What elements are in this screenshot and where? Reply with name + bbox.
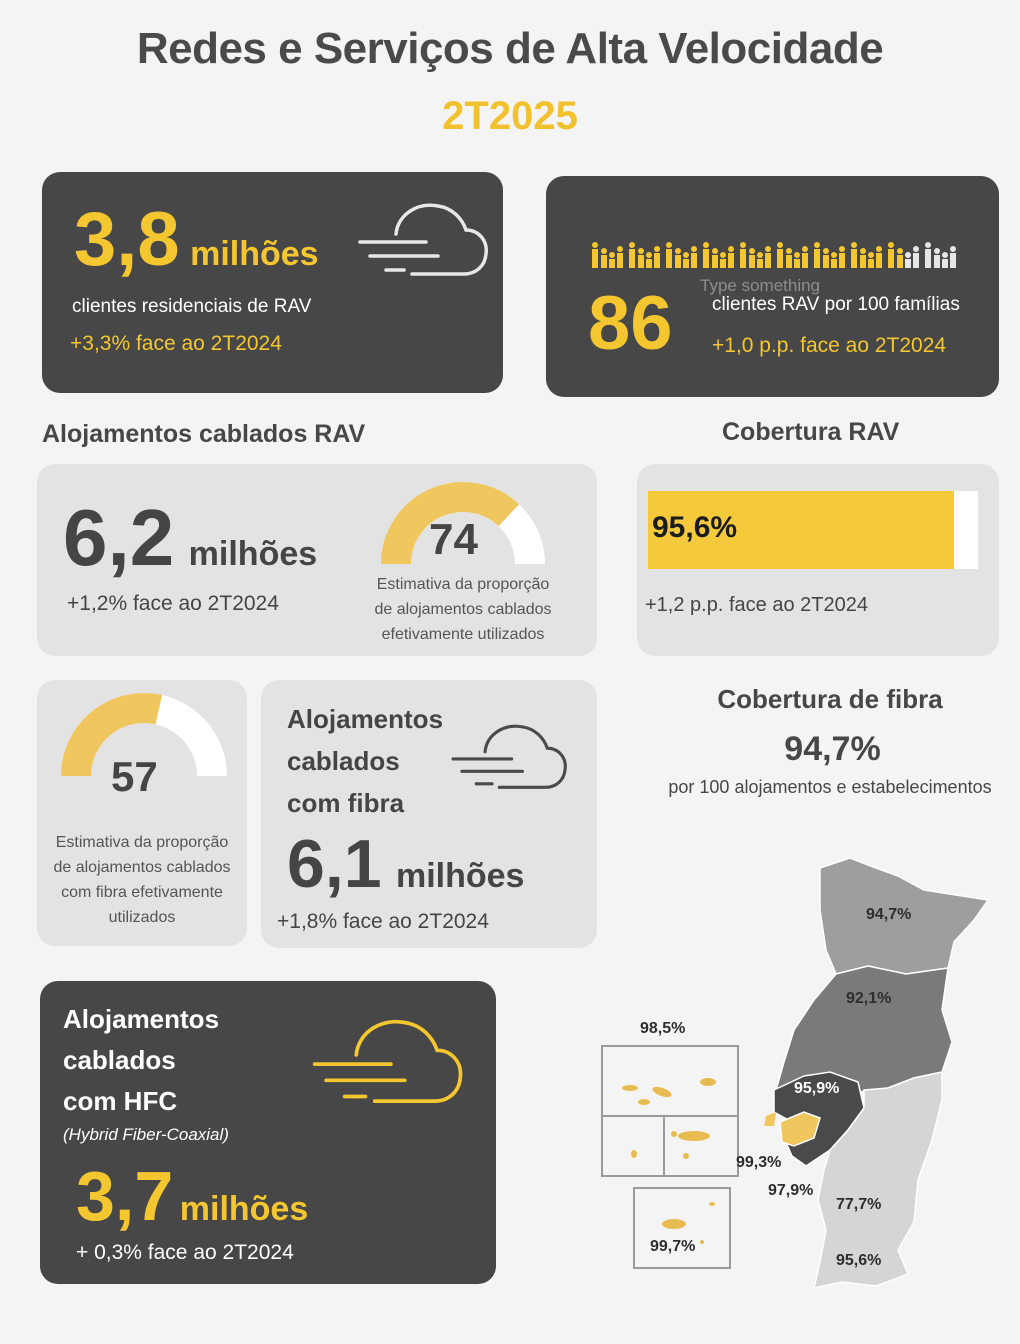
map-azores-frame [602, 1046, 738, 1176]
people-group [666, 242, 697, 268]
hfc-note: (Hybrid Fiber-Coaxial) [63, 1125, 229, 1144]
fiber-gauge-value: 57 [111, 753, 158, 800]
fiber-gauge-caption: Estimativa da proporção de alojamentos cablados com fibra efetivamente utilizados [53, 834, 231, 926]
coverage-card [637, 464, 999, 656]
people-group [851, 242, 882, 268]
clients-value: 3,8 [74, 197, 180, 282]
cloud-wind-icon [447, 718, 572, 798]
people-group [740, 242, 771, 268]
period-label: 2T2025 [442, 94, 578, 138]
people-group [592, 242, 623, 268]
family-people-icon [590, 238, 960, 268]
fiber-homes-card [261, 680, 597, 948]
map-label-lisbon: 95,9% [794, 1080, 840, 1097]
people-group [814, 242, 845, 268]
clients-card [42, 172, 503, 393]
hfc-value: 3,7 [76, 1157, 174, 1235]
people-group [888, 242, 919, 268]
fiber-coverage-value: 94,7% [784, 730, 881, 768]
people-group [925, 242, 956, 268]
hfc-card [40, 981, 496, 1284]
coverage-heading: Cobertura RAV [722, 418, 900, 446]
map-label-center: 92,1% [846, 990, 892, 1007]
portugal-map [598, 850, 998, 1300]
page-title: Redes e Serviços de Alta Velocidade [136, 24, 884, 73]
fiber-homes-change: +1,8% face ao 2T2024 [277, 910, 489, 933]
cabled-gauge-caption: Estimativa da proporção de alojamentos cablados efetivamente utilizados [374, 576, 552, 643]
map-label-alentejo: 77,7% [836, 1196, 882, 1213]
cabled-change: +1,2% face ao 2T2024 [67, 592, 279, 615]
coverage-bar-track [648, 491, 978, 569]
map-madeira-frame [634, 1188, 730, 1268]
overlay-text: Type something [700, 276, 821, 295]
fiber-usage-card [37, 680, 247, 946]
map-label-setubal: 99,3% [736, 1154, 782, 1171]
hfc-unit: milhões [179, 1190, 309, 1228]
hfc-change: + 0,3% face ao 2T2024 [76, 1241, 294, 1264]
fiber-homes-title: Alojamentos cablados com fibra [287, 704, 444, 818]
map-label-north: 94,7% [866, 906, 912, 923]
cloud-wind-icon [356, 196, 491, 286]
families-card [546, 176, 999, 397]
cabled-heading: Alojamentos cablados RAV [42, 420, 366, 448]
clients-unit: milhões [190, 235, 319, 273]
clients-change: +3,3% face ao 2T2024 [70, 332, 282, 355]
coverage-value: 95,6% [652, 511, 738, 544]
cabled-gauge-value: 74 [429, 515, 478, 564]
fiber-homes-unit: milhões [395, 857, 525, 895]
cabled-card [37, 464, 597, 656]
map-label-alentejo-coast: 97,9% [768, 1182, 814, 1199]
people-group [629, 242, 660, 268]
people-group [703, 242, 734, 268]
fiber-homes-value: 6,1 [287, 826, 382, 902]
families-value: 86 [588, 281, 673, 366]
cabled-unit: milhões [188, 535, 318, 573]
coverage-change: +1,2 p.p. face ao 2T2024 [645, 594, 868, 616]
map-label-azores: 98,5% [640, 1020, 686, 1037]
families-change: +1,0 p.p. face ao 2T2024 [712, 334, 947, 357]
map-label-algarve: 95,6% [836, 1252, 882, 1269]
cabled-value: 6,2 [63, 493, 175, 582]
fiber-coverage-heading: Cobertura de fibra [717, 684, 943, 714]
hfc-title: Alojamentos cablados com HFC [63, 1004, 220, 1116]
clients-label: clientes residenciais de RAV [72, 296, 312, 317]
families-label: clientes RAV por 100 famílias [712, 294, 960, 315]
people-group [777, 242, 808, 268]
cloud-wind-icon [308, 1011, 468, 1115]
map-label-madeira: 99,7% [650, 1238, 696, 1255]
fiber-coverage-label: por 100 alojamentos e estabelecimentos [668, 777, 992, 797]
